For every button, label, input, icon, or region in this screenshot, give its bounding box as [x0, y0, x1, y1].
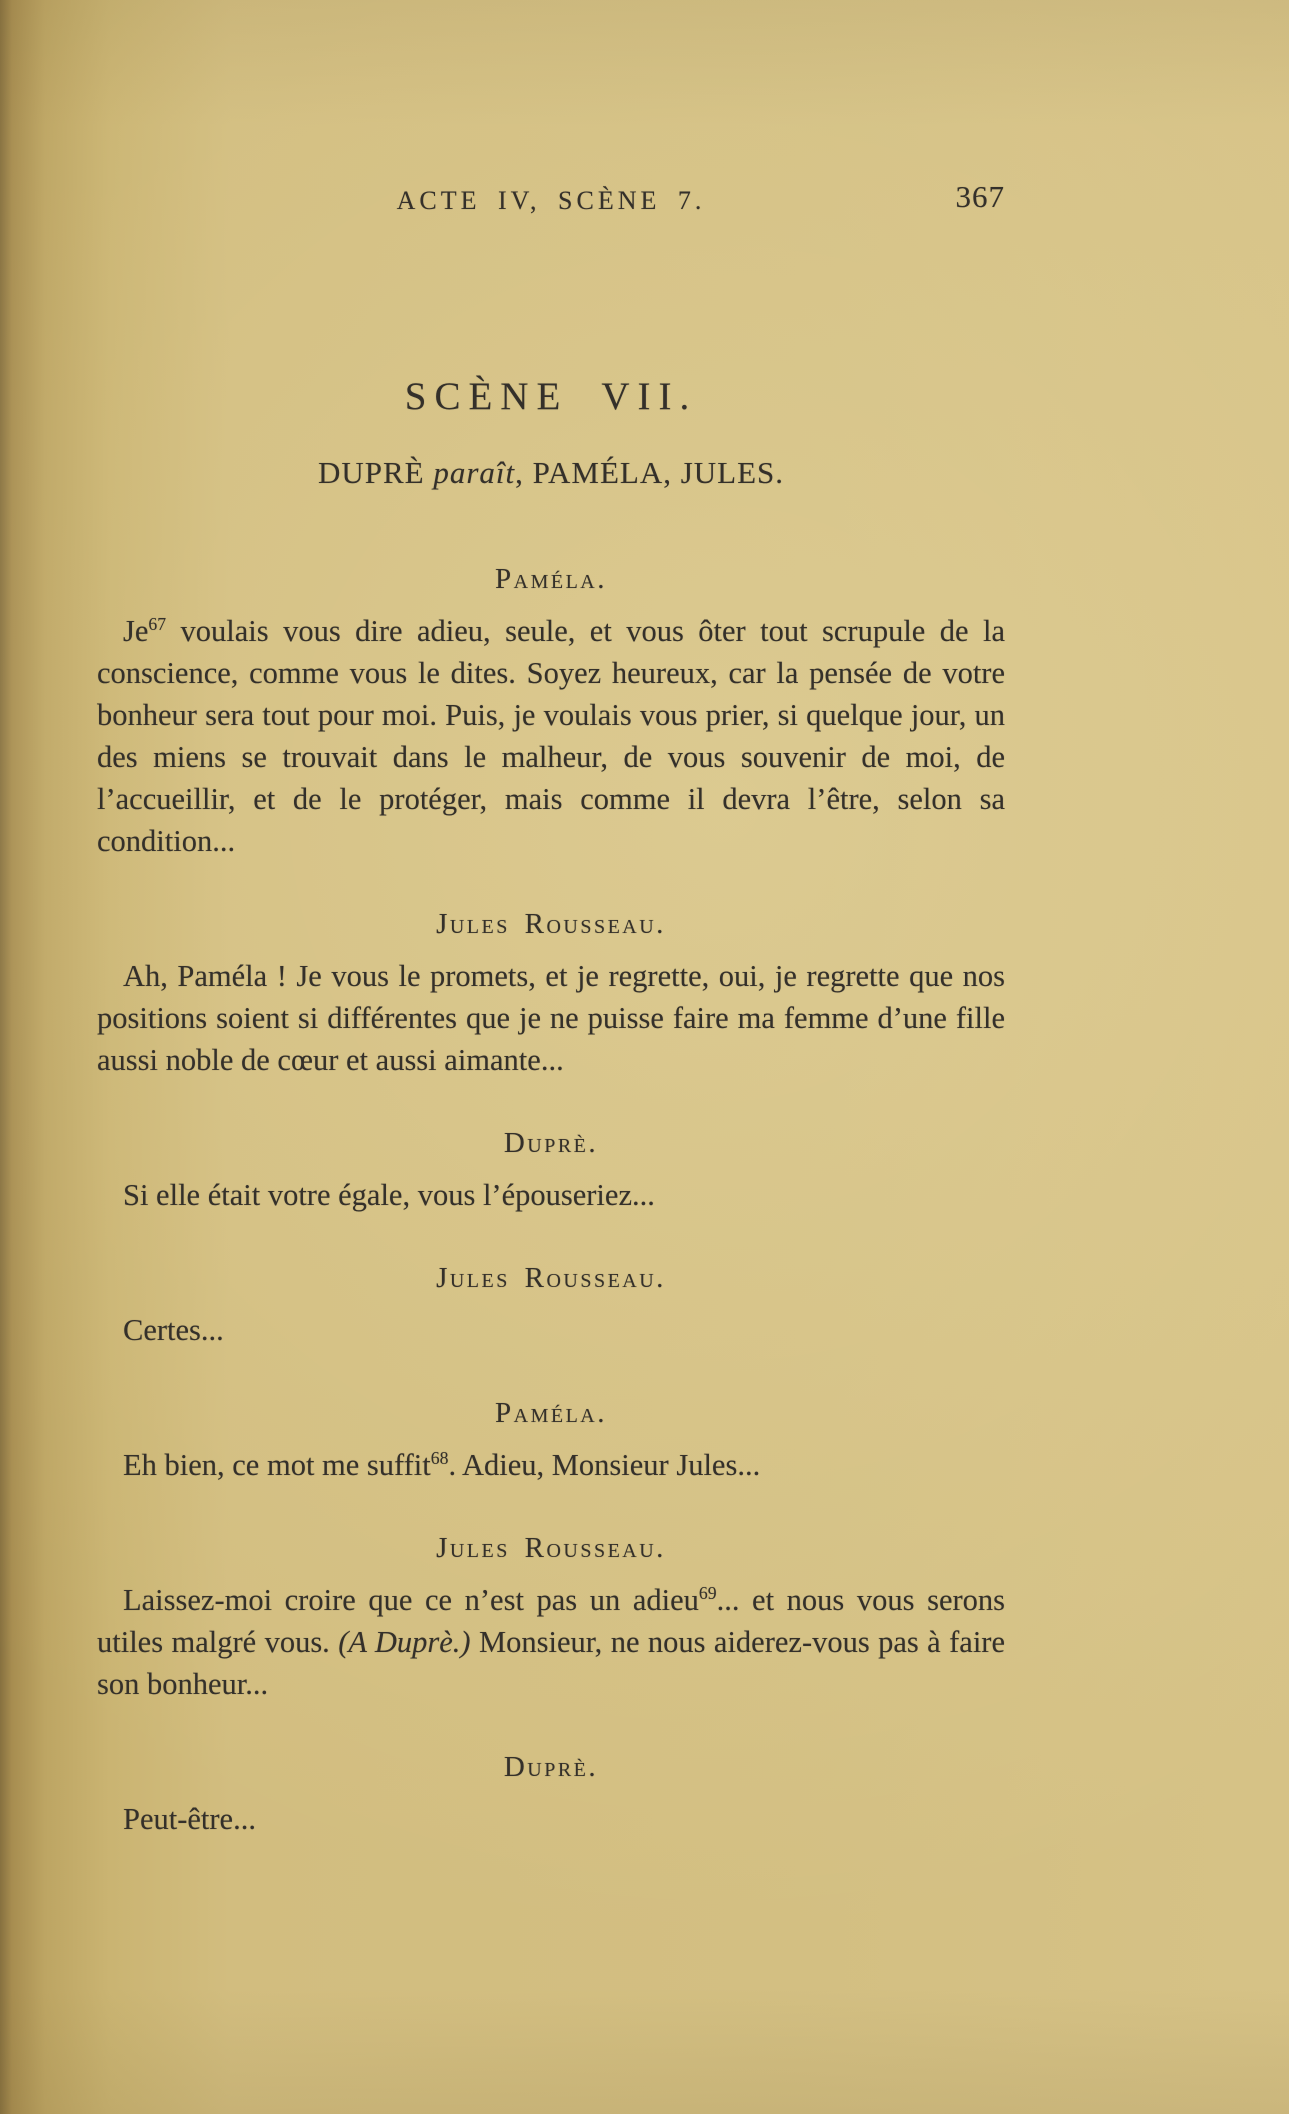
speech-pamela-2 — [97, 1444, 1005, 1486]
cast-line-pre: DUPRÈ — [317, 455, 434, 490]
speaker-label-dupre-2: Duprè. — [503, 1751, 599, 1783]
speaker-label-jules-1: Jules Rousseau. — [436, 908, 666, 940]
speech-text: Peut-être... — [123, 1802, 256, 1836]
footnote-ref-67: 67 — [148, 613, 167, 634]
speaker-label-pamela-1: Paméla. — [495, 563, 607, 595]
speech-text: Je — [123, 614, 149, 648]
page-header — [97, 179, 1005, 222]
speaker-label-jules-3: Jules Rousseau. — [436, 1532, 666, 1564]
text-column — [97, 0, 1005, 1840]
page-number: 367 — [955, 179, 1005, 214]
speech-text: Certes... — [123, 1313, 224, 1347]
speech-text: Eh bien, ce mot me suffit — [123, 1448, 431, 1482]
speech-jules-2 — [97, 1309, 1005, 1351]
footnote-ref-68: 68 — [430, 1447, 449, 1468]
speech-jules-3 — [97, 1579, 1005, 1705]
speech-dupre-2 — [97, 1798, 1005, 1840]
cast-line-stage-direction: paraît — [433, 455, 516, 490]
speech-text: Si elle était votre égale, vous l’épouseriez... — [123, 1178, 655, 1212]
running-title: ACTE IV, SCÈNE 7. — [396, 186, 706, 215]
speech-text: Monsieur, ne nous aiderez-vous pas à faire son bonheur... — [97, 1625, 1005, 1701]
speech-text: Laissez-moi croire que ce n’est pas un adieu — [123, 1583, 699, 1617]
speaker-label-pamela-2: Paméla. — [495, 1397, 607, 1429]
speech-text: Ah, Paméla ! Je vous le promets, et je regrette, oui, je regrette que nos positions soient si différentes que je ne puisse faire ma femme d’une fille aussi noble de cœur et aussi aimante... — [97, 959, 1005, 1077]
speech-text: . Adieu, Monsieur Jules... — [448, 1448, 761, 1482]
speech-dupre-1 — [97, 1174, 1005, 1216]
cast-line-post: , PAMÉLA, JULES. — [515, 455, 785, 490]
speech-jules-1 — [97, 955, 1005, 1081]
scene-title: SCÈNE VII. — [404, 375, 698, 418]
speaker-label-jules-2: Jules Rousseau. — [436, 1262, 666, 1294]
speech-text: ... et nous vous serons utiles malgré vous. — [97, 1583, 1006, 1659]
speech-pamela-1 — [97, 610, 1005, 862]
stage-direction-a-dupre: (A Duprè.) — [338, 1625, 471, 1659]
footnote-ref-69: 69 — [698, 1582, 717, 1603]
cast-line — [97, 455, 1005, 491]
speech-text: voulais vous dire adieu, seule, et vous ôter tout scrupule de la conscience, comme vous le dites. Soyez heureux, car la pensée de votre bonheur sera tout pour moi. Puis, je voulais vous prier, si quelque jour, un des miens se trouvait dans le malheur, de vous souvenir de moi, de l’accueillir, et de le protéger, mais comme il devra l’être, selon sa condition... — [97, 614, 1005, 858]
speaker-label-dupre-1: Duprè. — [503, 1127, 599, 1159]
